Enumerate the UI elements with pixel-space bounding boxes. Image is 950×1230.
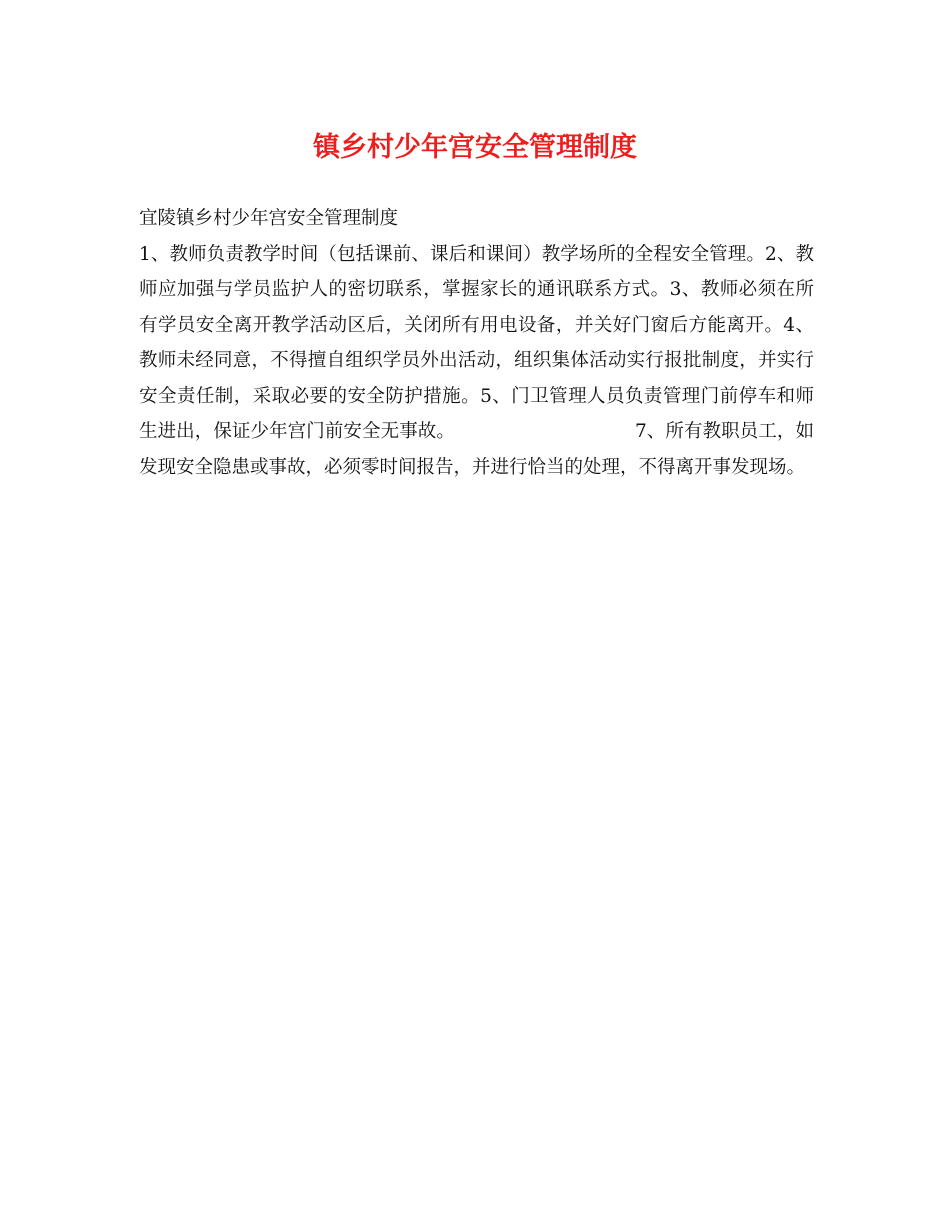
paragraph-text-part2: 7、所有教职员工，如发现安全隐患或事故，必须零时间报告，并进行恰当的处理，不得离开事发现场。 <box>139 421 814 478</box>
paragraph-text-part1: 1、教师负责教学时间（包括课前、课后和课间）教学场所的全程安全管理。2、教师应加强与学员监护人的密切联系，掌握家长的通讯联系方式。3、教师必须在所有学员安全离开教学活动区后，关闭所有用电设备，并关好门窗后方能离开。4、教师未经同意，不得擅自组织学员外出活动，组织集体活动实行报批制度，并实行安全责任制，采取必要的安全防护措施。5、门卫管理人员负责管理门前停车和师生进出，保证少年宫门前安全无事故。 <box>139 243 814 442</box>
document-title: 镇乡村少年宫安全管理制度 <box>313 132 637 163</box>
document-body <box>139 201 814 485</box>
document-subtitle: 宜陵镇乡村少年宫安全管理制度 <box>139 208 399 229</box>
document-paragraph <box>139 237 814 486</box>
